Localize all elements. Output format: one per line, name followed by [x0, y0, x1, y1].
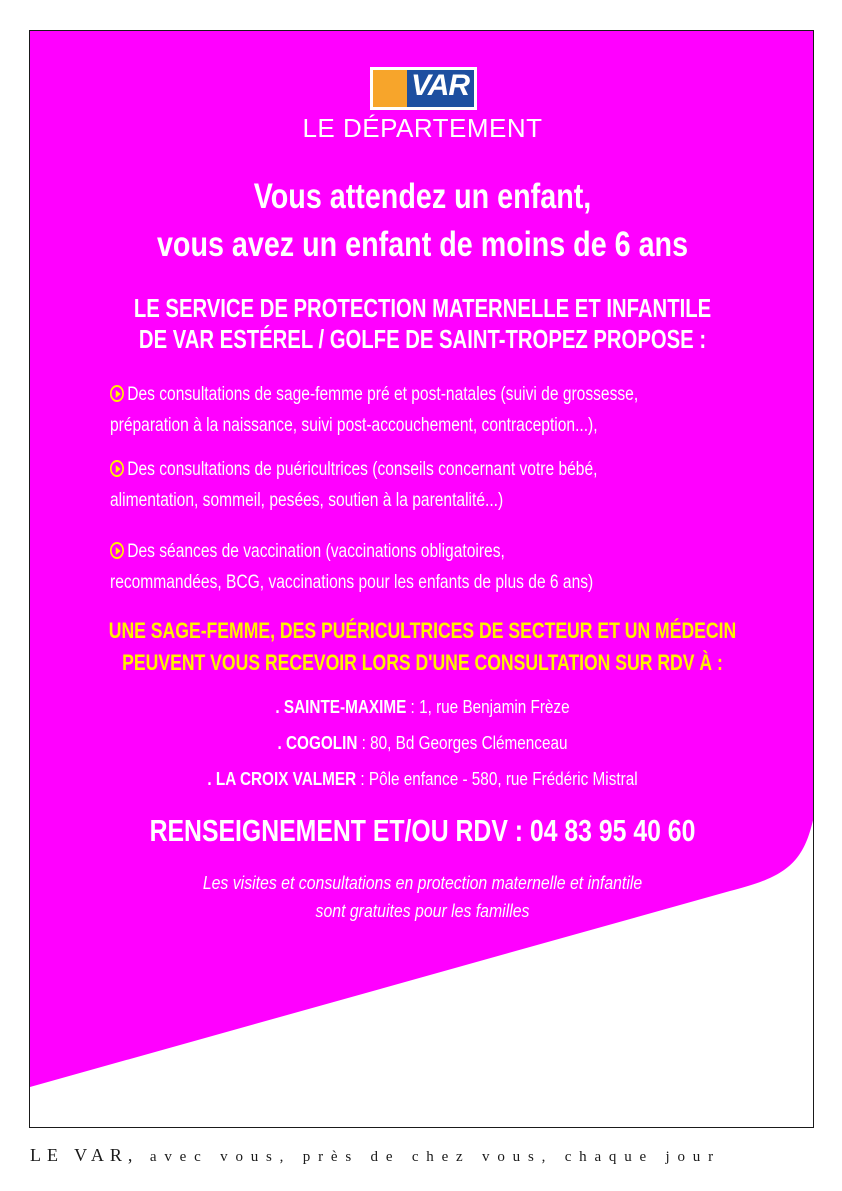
footer-tagline: avec vous, près de chez vous, chaque jour — [149, 1149, 721, 1165]
contact-phone: RENSEIGNEMENT ET/OU RDV : 04 83 95 40 60 — [149, 813, 696, 848]
main-title — [101, 173, 745, 269]
address-cogolin: . COGOLIN : 80, Bd Georges Clémenceau — [277, 733, 568, 753]
list-item: Des consultations de puéricultrices (conseils concernant votre bébé, alimentation, sommeil, pesées, soutien à la parentalité...) — [110, 459, 598, 511]
list-item: Des consultations de sage-femme pré et post-natales (suivi de grossesse, préparation à la naissance, suivi post-accouchement, contraception...), — [110, 384, 639, 436]
title-line-2: vous avez un enfant de moins de 6 ans — [156, 225, 689, 264]
highlight-line-1: UNE SAGE-FEMME, DES PUÉRICULTRICES DE SECTEUR ET UN MÉDECIN — [108, 618, 737, 643]
service-line-2: DE VAR ESTÉREL / GOLFE DE SAINT-TROPEZ PROPOSE : — [138, 324, 707, 354]
department-label: LE DÉPARTEMENT — [302, 113, 543, 143]
service-heading — [116, 293, 728, 355]
play-circle-icon — [110, 460, 124, 477]
free-services-note: Les visites et consultations en protection maternelle et infantile sont gratuites pour les familles — [202, 873, 643, 921]
address-la-croix-valmer: . LA CROIX VALMER : Pôle enfance - 580, rue Frédéric Mistral — [207, 769, 638, 789]
play-circle-icon — [110, 385, 124, 402]
logo-text: VAR — [410, 69, 470, 102]
play-circle-icon — [110, 542, 124, 559]
var-logo — [370, 67, 477, 110]
address-sainte-maxime: . SAINTE-MAXIME : 1, rue Benjamin Frèze — [275, 697, 570, 717]
poster-frame — [29, 30, 814, 1128]
highlight-line-2: PEUVENT VOUS RECEVOIR LORS D'UNE CONSULTATION SUR RDV À : — [122, 650, 723, 675]
staff-highlight — [109, 615, 737, 679]
var-map-icon — [373, 70, 407, 107]
service-line-1: LE SERVICE DE PROTECTION MATERNELLE ET INFANTILE — [133, 293, 712, 323]
footer-slogan — [30, 1145, 820, 1166]
title-line-1: Vous attendez un enfant, — [253, 177, 592, 216]
footer-brand: LE VAR, — [30, 1145, 139, 1165]
list-item: Des séances de vaccination (vaccinations obligatoires, recommandées, BCG, vaccinations pour les enfants de plus de 6 ans) — [110, 541, 594, 593]
